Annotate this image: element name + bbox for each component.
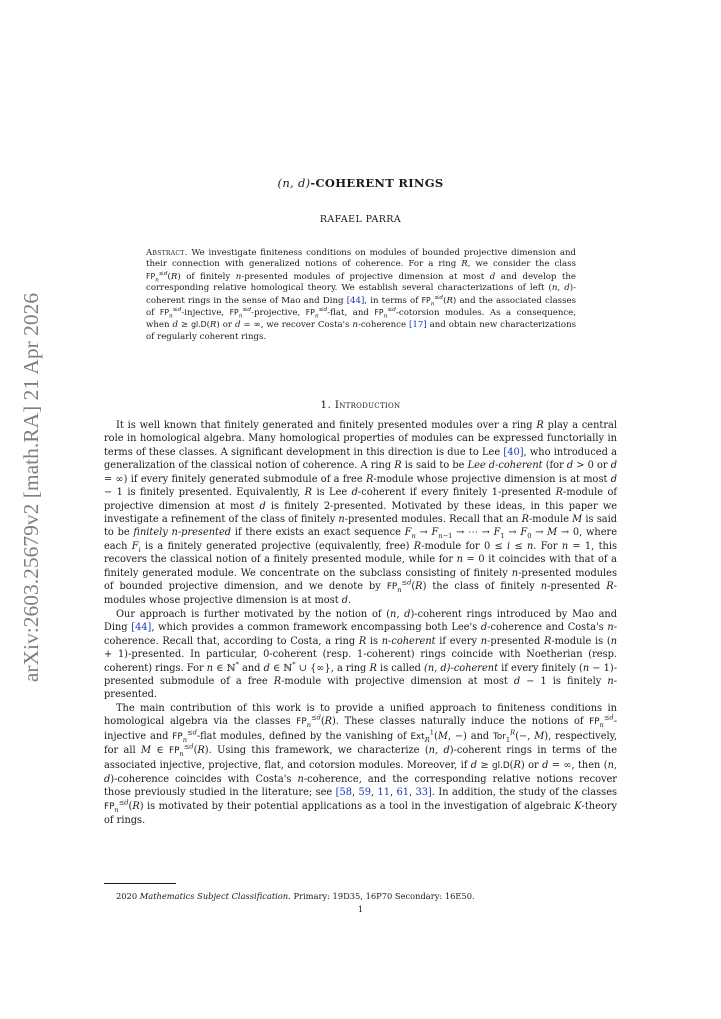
citation-link[interactable]: [44] bbox=[346, 295, 365, 306]
paper-author: RAFAEL PARRA bbox=[319, 214, 402, 225]
section-title: Introduction bbox=[334, 399, 401, 411]
arxiv-identifier-stamp bbox=[4, 286, 60, 688]
citation-link[interactable]: 61 bbox=[396, 787, 409, 799]
abstract-label: Abstract. bbox=[146, 248, 188, 258]
page-number: 1 bbox=[357, 904, 364, 914]
section-number: 1. bbox=[320, 399, 332, 411]
citation-link[interactable]: 11 bbox=[377, 787, 390, 799]
paragraph-1: It is well known that finitely generated and finitely presented modules over a ring R play a central role in homological algebra. Many homological properties of modules can be expressed functorially in terms of these classes. A significant development in this direction is due to Lee [40], who introduced a generalization of the classical notion of coherence. A ring R is said to be Lee d-coherent (for d > 0 or d = ∞) if every finitely generated submodule of a free R-module whose projective dimension is at most d − 1 is finitely presented. Equivalently, R is Lee d-coherent if every finitely 1-presented R-module of projective dimension at most d is finitely 2-presented. Motivated by these ideas, in this paper we investigate a refinement of the class of finitely n-presented modules. Recall that an R-module M is said to be finitely n-presented if there exists an exact sequence $F_n \to F_{n-1}$ → ⋯ → $F_1 \to F_0 \to M \to 0$, where each $F_i$ is a finitely generated projective (equivalently, free) R-module for 0 ≤ i ≤ n. For n = 1, this recovers the classical notion of a finitely presented module, while for n = 0 it coincides with that of a finitely generated module. We concentrate on the subclass consisting of finitely n-presented modules of bounded projective dimension, and we denote by $FP_n^{\le d}(R)$ the class of finitely n-presented R-modules whose projective dimension is at most d. bbox=[104, 420, 618, 607]
arxiv-identifier-text: arXiv:2603.25679v2 [math.RA] 21 Apr 2026 bbox=[19, 292, 44, 682]
abstract: Abstract. We investigate finiteness conditions on modules of bounded projective dimension and their connection with generalized notions of coherence. For a ring R, we consider the class $FP_n^{\le d}(R)$ of finitely n-presented modules of projective dimension at most d and develop the corresponding relative homological theory. We establish several characterizations of left (n, d)-coherent rings in the sense of Mao and Ding [44], in terms of $FP_n^{\le d}(R)$ and the associated classes of $FP_n^{\le d}$-injective, $FP_n^{\le d}$-projective, $FP_n^{\le d}$-flat, and $FP_n^{\le d}$-cotorsion modules. As a consequence, when d ≥ gl.D(R) or d = ∞, we recover Costa's n-coherence [17] and obtain new characterizations of regularly coherent rings. bbox=[146, 248, 577, 342]
paragraph-3: The main contribution of this work is to provide a unified approach to finiteness conditions in homological algebra via the classes $FP_n^{\le d}(R)$. These classes naturally induce the notions of $FP_n^{\le d}$-injective and $FP_n^{\le d}$-flat modules, defined by the vanishing of Ext$_R^1$(M, −) and Tor$_1^R$(−, M), respectively, for all M ∈ $FP_n^{\le d}(R)$. Using this framework, we characterize (n, d)-coherent rings in terms of the associated injective, projective, flat, and cotorsion modules. Moreover, if d ≥ gl.D(R) or d = ∞, then (n, d)-coherence coincides with Costa's n-coherence, and the corresponding relative notions recover those previously studied in the literature; see [58, 59, 11, 61, 33]. In addition, the study of the classes $FP_n^{\le d}(R)$ is motivated by their potential applications as a tool in the investigation of algebraic K-theory of rings. bbox=[104, 702, 618, 827]
title-math-prefix: (n, d) bbox=[277, 176, 311, 190]
citation-link[interactable]: [44] bbox=[131, 622, 152, 634]
title-text: -COHERENT RINGS bbox=[310, 176, 444, 190]
citation-link[interactable]: 59 bbox=[358, 787, 371, 799]
citation-link[interactable]: [58 bbox=[335, 787, 352, 799]
footnote-divider bbox=[104, 883, 176, 884]
paper-title bbox=[104, 176, 617, 190]
citation-link[interactable]: [17] bbox=[409, 320, 427, 331]
citation-link[interactable]: 33] bbox=[415, 787, 432, 799]
footnote-msc: 2020 Mathematics Subject Classification. Primary: 19D35, 16P70 Secondary: 16E50. bbox=[116, 891, 475, 901]
section-heading-introduction bbox=[104, 399, 617, 411]
introduction-body bbox=[104, 419, 617, 828]
paragraph-2: Our approach is further motivated by the notion of (n, d)-coherent rings introduced by Mao and Ding [44], which provides a common framework encompassing both Lee's d-coherence and Costa's n-coherence. Recall that, according to Costa, a ring R is n-coherent if every n-presented R-module is (n + 1)-presented. In particular, 0-coherent (resp. 1-coherent) rings coincide with Noetherian (resp. coherent) rings. For n ∈ ℕ* and d ∈ ℕ* ∪ {∞}, a ring R is called (n, d)-coherent if every finitely (n − 1)-presented submodule of a free R-module with projective dimension at most d − 1 is finitely n-presented. bbox=[104, 608, 618, 701]
citation-link[interactable]: [40] bbox=[503, 446, 524, 458]
